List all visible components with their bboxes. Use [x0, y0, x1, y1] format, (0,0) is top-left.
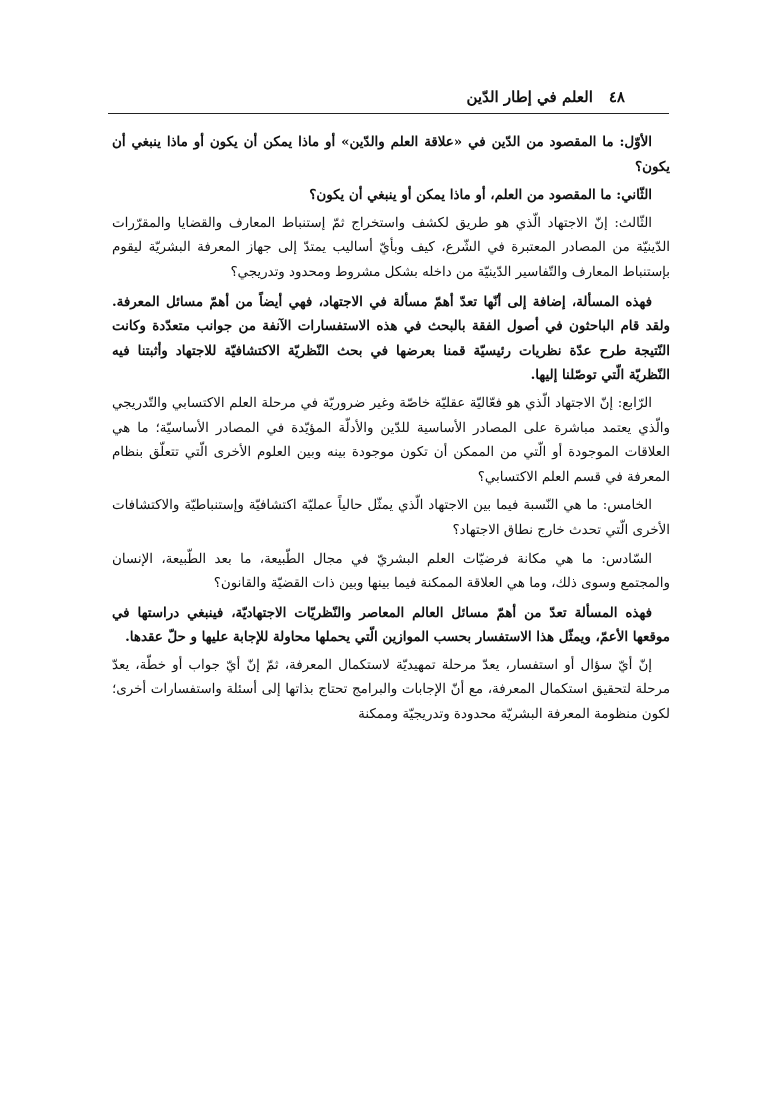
paragraph-question-stage: إنّ أيّ سؤال أو استفسار، يعدّ مرحلة تمهيديّة لاستكمال المعرفة، ثمّ إنّ أيّ جواب أو خطّة، يعدّ مرحلة لتحقيق استكمال المعرفة، مع أنّ الإجابات والبرامج تحتاج بذاتها إلى أسئلة واستفسارات أخرى؛ لكون منظومة المعرفة البشريّة محدودة وتدريجيّة وممكنة	[112, 657, 670, 723]
running-header	[466, 88, 625, 106]
paragraph-fifth-question: الخامس: ما هي النّسبة فيما بين الاجتهاد الّذي يمثّل حالياً عمليّة اكتشافيّة وإستنباطيّة والاكتشافات الأخرى الّتي تحدث خارج نطاق الاجتهاد؟	[112, 498, 670, 538]
paragraph-second-question: الثّاني: ما المقصود من العلم، أو ماذا يمكن أو ينبغي أن يكون؟	[309, 187, 652, 204]
paragraph-fourth-question: الرّابع: إنّ الاجتهاد الّذي هو فعّاليّة عقليّة خاصّة وغير ضروريّة في مرحلة العلم الاكتسابي والتّدريجي والّذي يعتمد مباشرة على المصادر الأساسية للدّين والأدلّة المؤيّدة في المصادر الأساسيّة؛ ما هي العلاقات الموجودة أو الّتي من الممكن أن تكون موجودة بينه وبين العلوم الأخرى الّتي تتعلّق بنظام المعرفة في قسم العلم الاكتسابي؟	[112, 395, 670, 485]
paragraph-first-question: الأوّل: ما المقصود من الدّين في «علاقة العلم والدّين» أو ماذا يمكن أن يكون أو ماذا ينبغي أن يكون؟	[112, 134, 670, 175]
running-title: العلم في إطار الدّين	[466, 88, 593, 106]
body-text	[112, 130, 670, 732]
paragraph-third-question: الثّالث: إنّ الاجتهاد الّذي هو طريق لكشف واستخراج ثمّ إستنباط المعارف والقضايا والمقرّرات الدّينيّة من المصادر المعتبرة في الشّرع، كيف وبأيّ أساليب يمتدّ إلى جهاز المعرفة البشريّة ليقوم بإستنباط المعارف والتّفاسير الدّينيّة من داخله بشكل مشروط ومحدود وتدريجي؟	[112, 215, 670, 280]
paragraph-contemporary-issue: فهذه المسألة تعدّ من أهمّ مسائل العالم المعاصر والنّظريّات الاجتهاديّة، فينبغي دراستها في موقعها الأعمّ، ويمثّل هذا الاستفسار بحسب الموازين الّتي يحملها محاولة للإجابة عليها و حلّ عقدها.	[112, 604, 670, 646]
paragraph-sixth-question: السّادس: ما هي مكانة فرضيّات العلم البشريّ في مجال الطّبيعة، ما بعد الطّبيعة، الإنسان والمجتمع وسوى ذلك، وما هي العلاقة الممكنة فيما بينها وبين ذات القضيّة والقانون؟	[112, 551, 670, 592]
page-number: ٤٨	[608, 88, 625, 106]
paragraph-issue-importance: فهذه المسألة، إضافة إلى أنّها تعدّ أهمّ مسألة في الاجتهاد، فهي أيضاً من أهمّ مسائل المعرفة. ولقد قام الباحثون في أصول الفقة بالبحث في هذه الاستفسارات الآنفة من جوانب متعدّدة وكانت النّتيجة طرح عدّة نظريات رئيسيّة قمنا بعرضها في بحث النّظريّة الاكتشافيّة للاجتهاد وأثبتنا فيه النّظريّة الّتي توصّلنا إليها.	[112, 293, 670, 384]
header-rule	[108, 113, 669, 114]
